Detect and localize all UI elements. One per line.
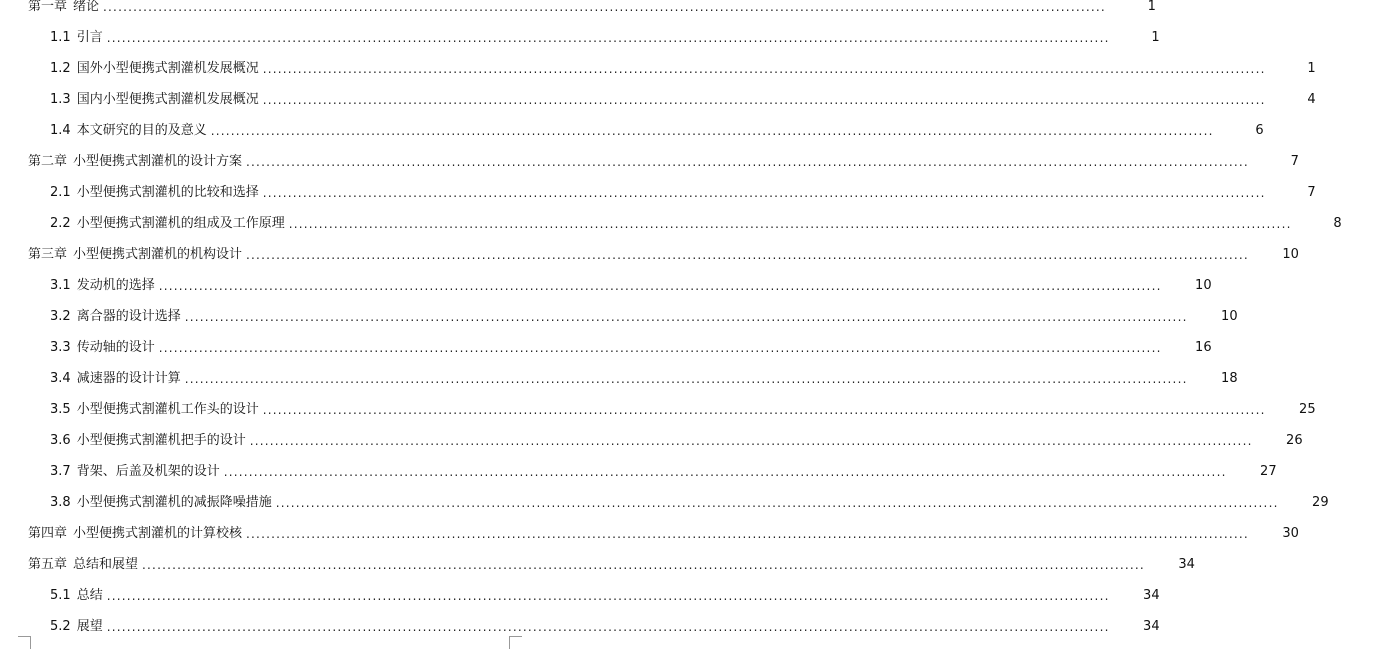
toc-entry[interactable]	[0, 214, 1342, 234]
toc-entry-page: 34	[1143, 619, 1160, 634]
toc-entry-title: 小型便携式割灌机把手的设计	[76, 433, 246, 448]
toc-entry-page: 10	[1282, 247, 1299, 262]
toc-entry[interactable]	[0, 524, 1299, 544]
toc-leader-dots: ........................................................................................................................................................................................................	[158, 341, 1162, 355]
toc-leader-dots: ........................................................................................................................................................................................................	[262, 186, 1266, 200]
toc-entry[interactable]	[0, 462, 1277, 482]
toc-entry-title: 国外小型便携式割灌机发展概况	[76, 61, 259, 76]
toc-entry-number: 3.1	[50, 278, 71, 293]
toc-entry[interactable]	[0, 369, 1238, 389]
toc-entry-page: 10	[1221, 309, 1238, 324]
toc-entry[interactable]	[0, 59, 1316, 79]
toc-leader-dots: ........................................................................................................................................................................................................	[262, 403, 1266, 417]
page-corner-mark-left	[18, 636, 31, 649]
toc-entry-title: 发动机的选择	[76, 278, 155, 293]
toc-entry-number: 第一章	[28, 0, 68, 14]
toc-entry[interactable]	[0, 245, 1299, 265]
toc-entry-title: 总结	[76, 588, 103, 603]
toc-entry-number: 3.4	[50, 371, 71, 386]
toc-entry-number: 3.2	[50, 309, 71, 324]
page-corner-mark-right	[509, 636, 522, 649]
toc-entry-title: 引言	[76, 30, 103, 45]
toc-entry-page: 18	[1221, 371, 1238, 386]
toc-entry-page: 4	[1307, 92, 1316, 107]
toc-entry[interactable]	[0, 121, 1264, 141]
toc-entry-title: 小型便携式割灌机的机构设计	[73, 247, 243, 262]
toc-entry-page: 27	[1260, 464, 1277, 479]
toc-leader-dots: ........................................................................................................................................................................................................	[262, 93, 1266, 107]
toc-leader-dots: ........................................................................................................................................................................................................	[246, 248, 1249, 262]
toc-entry[interactable]	[0, 586, 1160, 606]
toc-entry-number: 2.1	[50, 185, 71, 200]
toc-entry-number: 1.3	[50, 92, 71, 107]
toc-leader-dots: ........................................................................................................................................................................................................	[106, 620, 1110, 634]
toc-entry-number: 1.2	[50, 61, 71, 76]
toc-entry[interactable]	[0, 400, 1316, 420]
toc-entry-title: 背架、后盖及机架的设计	[76, 464, 220, 479]
toc-entry-page: 1	[1151, 30, 1160, 45]
toc-entry-number: 3.8	[50, 495, 71, 510]
toc-entry-number: 3.3	[50, 340, 71, 355]
toc-entry[interactable]	[0, 90, 1316, 110]
toc-entry[interactable]	[0, 307, 1238, 327]
toc-leader-dots: ........................................................................................................................................................................................................	[106, 589, 1110, 603]
toc-leader-dots: ........................................................................................................................................................................................................	[246, 527, 1249, 541]
toc-entry-number: 5.1	[50, 588, 71, 603]
toc-entry[interactable]	[0, 276, 1212, 296]
toc-leader-dots: ........................................................................................................................................................................................................	[103, 0, 1106, 14]
toc-leader-dots: ........................................................................................................................................................................................................	[223, 465, 1227, 479]
toc-entry-page: 6	[1255, 123, 1264, 138]
toc-entry-page: 26	[1286, 433, 1303, 448]
toc-entry-page: 16	[1195, 340, 1212, 355]
toc-entry-page: 1	[1307, 61, 1316, 76]
toc-leader-dots: ........................................................................................................................................................................................................	[288, 217, 1292, 231]
toc-leader-dots: ........................................................................................................................................................................................................	[184, 310, 1188, 324]
toc-entry-title: 展望	[76, 619, 103, 634]
toc-entry-page: 7	[1307, 185, 1316, 200]
toc-entry-page: 10	[1195, 278, 1212, 293]
toc-entry[interactable]	[0, 493, 1329, 513]
toc-entry-title: 总结和展望	[73, 557, 139, 572]
toc-entry-number: 3.5	[50, 402, 71, 417]
toc-entry-number: 5.2	[50, 619, 71, 634]
toc-leader-dots: ........................................................................................................................................................................................................	[275, 496, 1279, 510]
toc-entry-title: 绪论	[73, 0, 100, 14]
toc-entry-page: 29	[1312, 495, 1329, 510]
toc-entry-number: 1.1	[50, 30, 71, 45]
toc-entry-title: 传动轴的设计	[76, 340, 155, 355]
toc-entry-title: 离合器的设计选择	[76, 309, 181, 324]
toc-entry-title: 减速器的设计计算	[76, 371, 181, 386]
toc-entry-title: 小型便携式割灌机的减振降噪措施	[76, 495, 272, 510]
toc-entry[interactable]	[0, 28, 1160, 48]
toc-leader-dots: ........................................................................................................................................................................................................	[158, 279, 1162, 293]
toc-entry-title: 小型便携式割灌机的设计方案	[73, 154, 243, 169]
toc-entry[interactable]	[0, 183, 1316, 203]
toc-entry-page: 34	[1143, 588, 1160, 603]
toc-leader-dots: ........................................................................................................................................................................................................	[142, 558, 1145, 572]
toc-entry-number: 第三章	[28, 247, 68, 262]
toc-entry-page: 8	[1333, 216, 1342, 231]
toc-entry-number: 1.4	[50, 123, 71, 138]
toc-entry-number: 3.6	[50, 433, 71, 448]
toc-leader-dots: ........................................................................................................................................................................................................	[249, 434, 1253, 448]
toc-leader-dots: ........................................................................................................................................................................................................	[262, 62, 1266, 76]
toc-entry-page: 30	[1282, 526, 1299, 541]
toc-entry-number: 第二章	[28, 154, 68, 169]
toc-leader-dots: ........................................................................................................................................................................................................	[210, 124, 1214, 138]
toc-entry-title: 小型便携式割灌机的计算校核	[73, 526, 243, 541]
toc-entry[interactable]	[0, 555, 1195, 575]
toc-entry-title: 小型便携式割灌机工作头的设计	[76, 402, 259, 417]
toc-leader-dots: ........................................................................................................................................................................................................	[106, 31, 1110, 45]
toc-entry-title: 小型便携式割灌机的比较和选择	[76, 185, 259, 200]
toc-entry[interactable]	[0, 152, 1299, 172]
toc-entry-number: 2.2	[50, 216, 71, 231]
toc-entry[interactable]	[0, 431, 1303, 451]
toc-entry-page: 25	[1299, 402, 1316, 417]
toc-leader-dots: ........................................................................................................................................................................................................	[184, 372, 1188, 386]
toc-entry[interactable]	[0, 0, 1156, 17]
toc-leader-dots: ........................................................................................................................................................................................................	[246, 155, 1249, 169]
toc-entry-number: 3.7	[50, 464, 71, 479]
toc-entry[interactable]	[0, 617, 1160, 637]
toc-entry-title: 小型便携式割灌机的组成及工作原理	[76, 216, 285, 231]
toc-entry-title: 本文研究的目的及意义	[76, 123, 207, 138]
toc-entry[interactable]	[0, 338, 1212, 358]
toc-entry-page: 1	[1147, 0, 1156, 14]
toc-entry-title: 国内小型便携式割灌机发展概况	[76, 92, 259, 107]
toc-entry-number: 第四章	[28, 526, 68, 541]
toc-entry-page: 7	[1290, 154, 1299, 169]
toc-entry-number: 第五章	[28, 557, 68, 572]
toc-entry-page: 34	[1178, 557, 1195, 572]
